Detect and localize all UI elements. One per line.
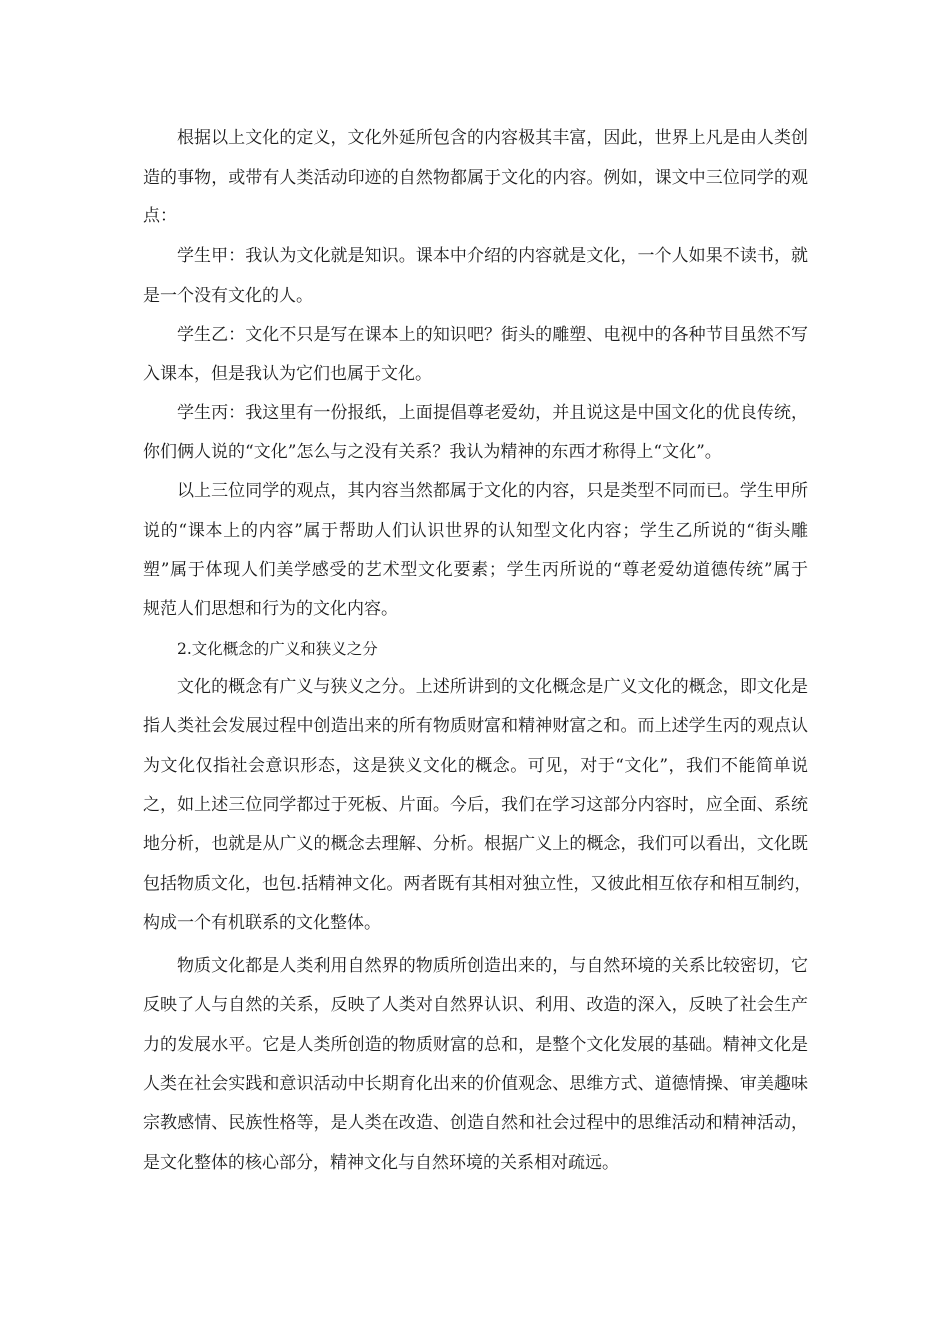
text-line: 以上三位同学的观点，其内容当然都属于文化的内容，只是类型不同而已。学生甲所	[177, 481, 808, 501]
text-line: 入课本，但是我认为它们也属于文化。	[143, 364, 432, 384]
text-line: 学生乙：文化不只是写在课本上的知识吧？街头的雕塑、电视中的各种节目虽然不写	[177, 325, 808, 345]
text-line: 之，如上述三位同学都过于死板、片面。今后，我们在学习这部分内容时，应全面、系统	[143, 795, 808, 815]
text-line: 是一个没有文化的人。	[143, 286, 313, 306]
text-line: 地分析，也就是从广义的概念去理解、分析。根据广义上的概念，我们可以看出，文化既	[143, 834, 808, 854]
text-line: 反映了人与自然的关系，反映了人类对自然界认识、利用、改造的深入，反映了社会生产	[143, 995, 808, 1015]
text-line: 说的“课本上的内容”属于帮助人们认识世界的认知型文化内容；学生乙所说的“街头雕	[143, 521, 808, 541]
text-line: 点：	[143, 206, 177, 226]
text-line: 学生甲：我认为文化就是知识。课本中介绍的内容就是文化，一个人如果不读书，就	[177, 246, 808, 266]
section-heading: 2.文化概念的广义和狭义之分	[177, 640, 378, 658]
text-line: 规范人们思想和行为的文化内容。	[143, 599, 398, 619]
text-line: 学生丙：我这里有一份报纸，上面提倡尊老爱幼，并且说这是中国文化的优良传统，	[177, 403, 808, 423]
text-line: 包括物质文化，也包.括精神文化。两者既有其相对独立性，又彼此相互依存和相互制约，	[143, 874, 812, 894]
text-line: 人类在社会实践和意识活动中长期育化出来的价值观念、思维方式、道德情操、审美趣味	[143, 1074, 808, 1094]
text-line: 物质文化都是人类利用自然界的物质所创造出来的，与自然环境的关系比较密切，它	[177, 956, 808, 976]
text-line: 文化的概念有广义与狭义之分。上述所讲到的文化概念是广义文化的概念，即文化是	[177, 677, 808, 697]
text-line: 力的发展水平。它是人类所创造的物质财富的总和，是整个文化发展的基础。精神文化是	[143, 1035, 808, 1055]
text-line: 你们俩人说的“文化”怎么与之没有关系？我认为精神的东西才称得上“文化”。	[143, 442, 722, 462]
text-line: 造的事物，或带有人类活动印迹的自然物都属于文化的内容。例如，课文中三位同学的观	[143, 168, 808, 188]
text-line: 宗教感情、民族性格等，是人类在改造、创造自然和社会过程中的思维活动和精神活动，	[143, 1113, 808, 1133]
text-line: 指人类社会发展过程中创造出来的所有物质财富和精神财富之和。而上述学生丙的观点认	[143, 716, 808, 736]
text-line: 为文化仅指社会意识形态，这是狭义文化的概念。可见，对于“文化”，我们不能简单说	[143, 756, 808, 776]
text-line: 构成一个有机联系的文化整体。	[143, 913, 381, 933]
text-line: 根据以上文化的定义，文化外延所包含的内容极其丰富，因此，世界上凡是由人类创	[177, 128, 808, 148]
text-line: 是文化整体的核心部分，精神文化与自然环境的关系相对疏远。	[143, 1153, 619, 1173]
text-line: 塑”属于体现人们美学感受的艺术型文化要素；学生丙所说的“尊老爱幼道德传统”属于	[143, 560, 808, 580]
